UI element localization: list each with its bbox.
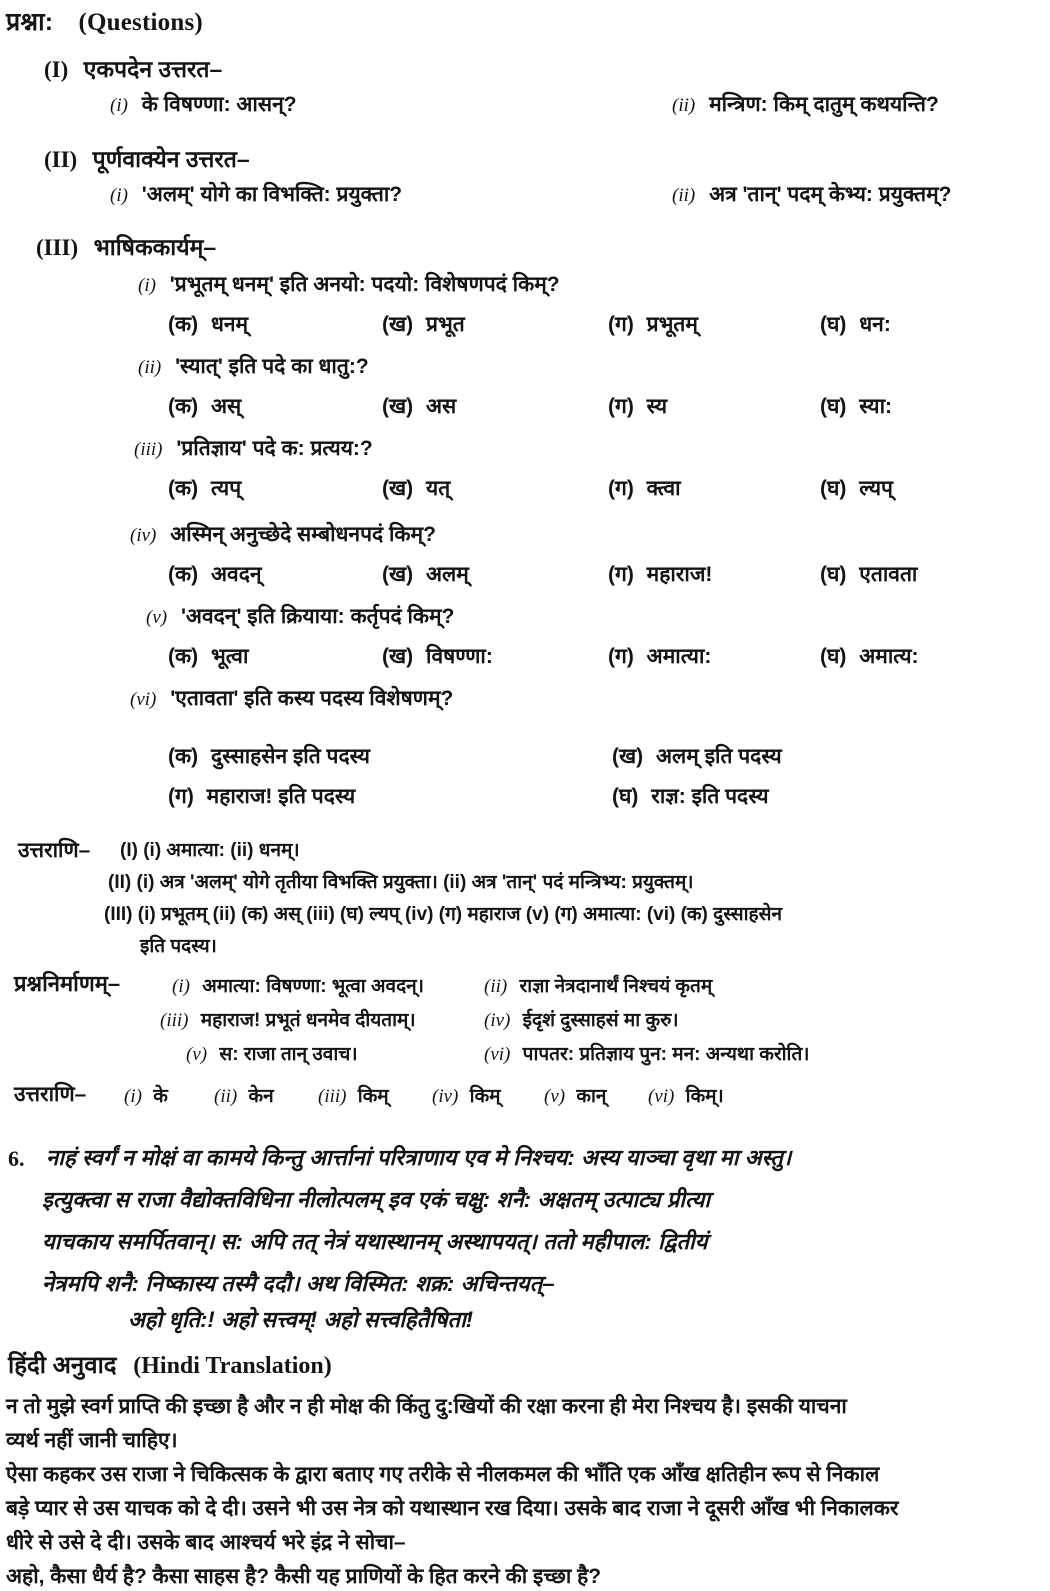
mcq-ii-option-d[interactable] <box>820 392 892 420</box>
mcq-iii-option-b[interactable] <box>382 474 450 502</box>
option-key: (ख) <box>382 313 414 336</box>
option-key: (घ) <box>820 313 847 336</box>
answer-text: केन <box>248 1086 274 1107</box>
passage-line-2: इत्युक्त्वा स राजा वैद्योक्तविधिना नीलोत्पलम् इव एकं चक्षु: शनै: अक्षतम् उत्पाट्य प्रीत्या <box>42 1187 711 1212</box>
section-heading-2 <box>44 142 250 174</box>
answer-text: किम् <box>357 1086 389 1107</box>
prashna-nirmanam-item-i <box>172 972 424 998</box>
translation-paragraph-1: न तो मुझे स्वर्ग प्राप्ति की इच्छा है और न ही मोक्ष की किंतु दु:खियों की रक्षा करना ही मेरा निश्चय है। इसकी याचना <box>6 1395 847 1418</box>
prashna-nirmanam-item-iv <box>484 1006 679 1032</box>
mcq-i-option-b[interactable] <box>382 310 465 338</box>
option-key: (घ) <box>820 645 847 668</box>
question-text: अत्र 'तान्' पदम् केभ्य: प्रयुक्तम्? <box>709 183 952 206</box>
pn-answer-vi <box>648 1082 724 1108</box>
mcq-i-option-c[interactable] <box>608 310 698 338</box>
mcq-i-option-a[interactable] <box>168 310 248 338</box>
item-number: (iii) <box>160 1010 189 1031</box>
answer-text: किम्। <box>685 1086 724 1107</box>
prashna-nirmanam-item-vi <box>484 1040 810 1066</box>
option-key: (घ) <box>612 785 639 808</box>
question-2-i <box>110 180 402 208</box>
option-text: ल्यप् <box>859 477 893 500</box>
option-text: क्त्वा <box>646 477 681 500</box>
option-key: (घ) <box>820 477 847 500</box>
mcq-question-i <box>138 270 560 298</box>
question-text: 'प्रभूतम् धनम्' इति अनयो: पदयो: विशेषणपदं किम्? <box>169 273 560 296</box>
translation-paragraph-3: ऐसा कहकर उस राजा ने चिकित्सक के द्वारा बताए गए तरीके से नीलकमल की भाँति एक आँख क्षतिहीन रूप से निकाल <box>6 1463 880 1486</box>
mcq-question-iii <box>134 434 373 462</box>
answers-line-1: (I) (i) अमात्या: (ii) धनम्। <box>120 840 300 861</box>
option-key: (ख) <box>382 563 414 586</box>
pn-answer-i <box>124 1082 168 1108</box>
option-key: (क) <box>168 477 199 500</box>
option-key: (ग) <box>168 785 194 808</box>
prashna-nirmanam-item-v <box>186 1040 358 1066</box>
translation-paragraph-2: व्यर्थ नहीं जानी चाहिए। <box>6 1429 178 1452</box>
option-key: (क) <box>168 645 199 668</box>
option-text: धनम् <box>210 313 249 336</box>
mcq-vi-option-b[interactable] <box>612 742 782 770</box>
mcq-iv-option-d[interactable] <box>820 560 917 588</box>
question-number: (iii) <box>134 439 163 460</box>
answer-number: (v) <box>544 1086 566 1107</box>
question-1-i <box>110 90 297 118</box>
item-text: अमात्या: विषण्णा: भूत्वा अवदन्। <box>202 976 424 997</box>
option-text: एतावता <box>859 563 918 586</box>
pn-answer-iv <box>432 1082 501 1108</box>
mcq-vi-option-c[interactable] <box>168 782 355 810</box>
page-title <box>6 4 203 38</box>
question-text: अस्मिन् अनुच्छेदे सम्बोधनपदं किम्? <box>170 523 436 546</box>
option-text: महाराज! <box>646 563 713 586</box>
question-number: (i) <box>110 185 128 206</box>
option-text: अस् <box>210 395 242 418</box>
option-key: (ख) <box>612 745 644 768</box>
option-key: (ग) <box>608 395 634 418</box>
answers-line-4: इति पदस्य। <box>140 936 217 957</box>
section-title-2: पूर्णवाक्येन उत्तरत– <box>92 146 250 172</box>
question-number: (ii) <box>672 185 696 206</box>
item-text: स: राजा तान् उवाच। <box>219 1044 358 1065</box>
option-text: अवदन् <box>210 563 262 586</box>
option-key: (क) <box>168 313 199 336</box>
translation-paragraph-6: अहो, कैसा धैर्य है? कैसा साहस है? कैसी यह प्राणियों के हित करने की इच्छा है? <box>6 1565 602 1588</box>
section-label-1: (I) <box>44 57 69 82</box>
item-text: पापतर: प्रतिज्ञाय पुन: मन: अन्यथा करोति। <box>522 1044 810 1065</box>
prashna-nirmanam-label: प्रश्ननिर्माणम्– <box>14 971 121 996</box>
answer-text: कान् <box>576 1086 607 1107</box>
mcq-i-option-d[interactable] <box>820 310 891 338</box>
option-key: (ख) <box>382 477 414 500</box>
mcq-question-ii <box>138 352 369 380</box>
question-number: (v) <box>146 607 168 628</box>
mcq-iv-option-c[interactable] <box>608 560 712 588</box>
option-text: भूत्वा <box>210 645 249 668</box>
question-number: (i) <box>138 275 156 296</box>
question-text: 'अवदन्' इति क्रियाया: कर्तृपदं किम्? <box>180 605 455 628</box>
answer-number: (iii) <box>318 1086 347 1107</box>
passage-line-3: याचकाय समर्पितवान्। स: अपि तत् नेत्रं यथास्थानम् अस्थापयत्। ततो महीपाल: द्वितीयं <box>42 1229 708 1254</box>
option-key: (ग) <box>608 645 634 668</box>
option-key: (ग) <box>608 563 634 586</box>
item-number: (v) <box>186 1044 208 1065</box>
option-text: यत् <box>426 477 451 500</box>
mcq-iv-option-b[interactable] <box>382 560 469 588</box>
option-text: राज्ञ: इति पदस्य <box>651 785 769 808</box>
question-text: 'एतावता' इति कस्य पदस्य विशेषणम्? <box>170 687 454 710</box>
answers-line-2: (II) (i) अत्र 'अलम्' योगे तृतीया विभक्ति प्रयुक्ता। (ii) अत्र 'तान्' पदं मन्त्रिभ्य: प्रयुक्तम्। <box>108 872 694 893</box>
item-number: (iv) <box>484 1010 511 1031</box>
mcq-iii-option-d[interactable] <box>820 474 893 502</box>
question-number: (i) <box>110 95 128 116</box>
question-2-ii <box>672 180 952 208</box>
item-text: महाराज! प्रभूतं धनमेव दीयताम्। <box>200 1010 416 1031</box>
answer-number: (i) <box>124 1086 142 1107</box>
mcq-v-option-c[interactable] <box>608 642 711 670</box>
option-text: अमात्या: <box>646 645 712 668</box>
option-text: स्या: <box>859 395 893 418</box>
option-text: प्रभूत <box>426 313 465 336</box>
question-number: (ii) <box>138 357 162 378</box>
option-text: अस <box>426 395 457 418</box>
mcq-iii-option-a[interactable] <box>168 474 241 502</box>
question-text: 'स्यात्' इति पदे का धातु:? <box>175 355 369 378</box>
item-number: (ii) <box>484 976 508 997</box>
mcq-vi-option-d[interactable] <box>612 782 769 810</box>
answer-number: (vi) <box>648 1086 675 1107</box>
option-key: (क) <box>168 563 199 586</box>
question-number: (iv) <box>130 525 157 546</box>
option-text: त्यप् <box>210 477 242 500</box>
section-title-1: एकपदेन उत्तरत– <box>83 56 223 82</box>
translation-heading-devanagari: हिंदी अनुवाद <box>8 1352 117 1379</box>
mcq-ii-option-a[interactable] <box>168 392 241 420</box>
section-label-3: (III) <box>36 235 79 260</box>
mcq-iii-option-c[interactable] <box>608 474 681 502</box>
question-text: 'अलम्' योगे का विभक्ति: प्रयुक्ता? <box>141 183 403 206</box>
option-text: धन: <box>859 313 891 336</box>
option-text: अलम् इति पदस्य <box>656 745 782 768</box>
prashna-nirmanam-answers-label: उत्तराणि– <box>14 1083 87 1106</box>
pn-answer-v <box>544 1082 606 1108</box>
section-heading-1 <box>44 52 222 84</box>
passage-line-4: नेत्रमपि शनै: निष्कास्य तस्मै ददौ। अथ विस्मित: शक्र: अचिन्तयत्– <box>42 1271 555 1296</box>
prashna-nirmanam-item-ii <box>484 972 712 998</box>
answer-number: (iv) <box>432 1086 459 1107</box>
question-number: (vi) <box>130 689 157 710</box>
answer-text: के <box>153 1086 168 1107</box>
question-text: 'प्रतिज्ञाय' पदे क: प्रत्यय:? <box>176 437 373 460</box>
question-1-ii <box>672 90 939 118</box>
passage-exclamation: अहो धृति:! अहो सत्त्वम्! अहो सत्त्वहितैषिता! <box>128 1307 474 1332</box>
section-heading-3 <box>36 230 216 262</box>
option-key: (ख) <box>382 645 414 668</box>
item-text: ईदृशं दुस्साहसं मा कुरु। <box>522 1010 679 1031</box>
mcq-v-option-b[interactable] <box>382 642 493 670</box>
option-key: (घ) <box>820 395 847 418</box>
mcq-vi-option-a[interactable] <box>168 742 370 770</box>
pn-answer-iii <box>318 1082 389 1108</box>
mcq-v-option-d[interactable] <box>820 642 919 670</box>
translation-heading <box>8 1348 332 1381</box>
mcq-iv-option-a[interactable] <box>168 560 262 588</box>
option-key: (क) <box>168 745 199 768</box>
item-number: (vi) <box>484 1044 511 1065</box>
option-key: (ख) <box>382 395 414 418</box>
option-text: महाराज! इति पदस्य <box>206 785 356 808</box>
translation-paragraph-5: धीरे से उसे दे दी। उसके बाद आश्चर्य भरे इंद्र ने सोचा– <box>6 1531 406 1554</box>
question-text: के विषण्णा: आसन्? <box>141 93 297 116</box>
option-key: (ग) <box>608 313 634 336</box>
option-text: विषण्णा: <box>426 645 493 668</box>
passage-number: 6. <box>8 1146 25 1171</box>
option-key: (क) <box>168 395 199 418</box>
question-number: (ii) <box>672 95 696 116</box>
translation-heading-english: (Hindi Translation) <box>133 1353 332 1379</box>
answer-number: (ii) <box>214 1086 238 1107</box>
question-text: मन्त्रिण: किम् दातुम् कथयन्ति? <box>709 93 939 116</box>
passage-line-1: नाहं स्वर्गं न मोक्षं वा कामये किन्तु आर्त्तानां परित्राणाय एव मे निश्चय: अस्य याञ्चा वृथा मा अस्तु। <box>46 1145 792 1170</box>
mcq-question-iv <box>130 520 436 548</box>
section-title-3: भाषिककार्यम्– <box>93 234 217 260</box>
mcq-ii-option-b[interactable] <box>382 392 456 420</box>
option-key: (ग) <box>608 477 634 500</box>
item-text: राज्ञा नेत्रदानार्थं निश्चयं कृतम् <box>519 976 713 997</box>
option-text: अमात्य: <box>859 645 919 668</box>
mcq-question-vi <box>130 684 453 712</box>
option-text: दुस्साहसेन इति पदस्य <box>210 745 370 768</box>
pn-answer-ii <box>214 1082 274 1108</box>
answers-label: उत्तराणि– <box>18 839 91 862</box>
mcq-ii-option-c[interactable] <box>608 392 667 420</box>
answer-text: किम् <box>469 1086 501 1107</box>
mcq-v-option-a[interactable] <box>168 642 248 670</box>
option-text: स्य <box>646 395 668 418</box>
answers-line-3: (III) (i) प्रभूतम् (ii) (क) अस् (iii) (घ) ल्यप् (iv) (ग) महाराज (v) (ग) अमात्या: (vi) (क) दुस्साहसेन <box>104 904 783 925</box>
translation-paragraph-4: बड़े प्यार से उस याचक को दे दी। उसने भी उस नेत्र को यथास्थान रख दिया। उसके बाद राजा ने दूसरी आँख भी निकालकर <box>6 1497 899 1520</box>
option-text: अलम् <box>426 563 469 586</box>
prashna-nirmanam-item-iii <box>160 1006 416 1032</box>
option-key: (घ) <box>820 563 847 586</box>
option-text: प्रभूतम् <box>646 313 698 336</box>
section-label-2: (II) <box>44 147 78 172</box>
page-title-english: (Questions) <box>78 9 203 36</box>
item-number: (i) <box>172 976 190 997</box>
mcq-question-v <box>146 602 454 630</box>
page-title-devanagari: प्रश्ना: <box>6 8 54 36</box>
